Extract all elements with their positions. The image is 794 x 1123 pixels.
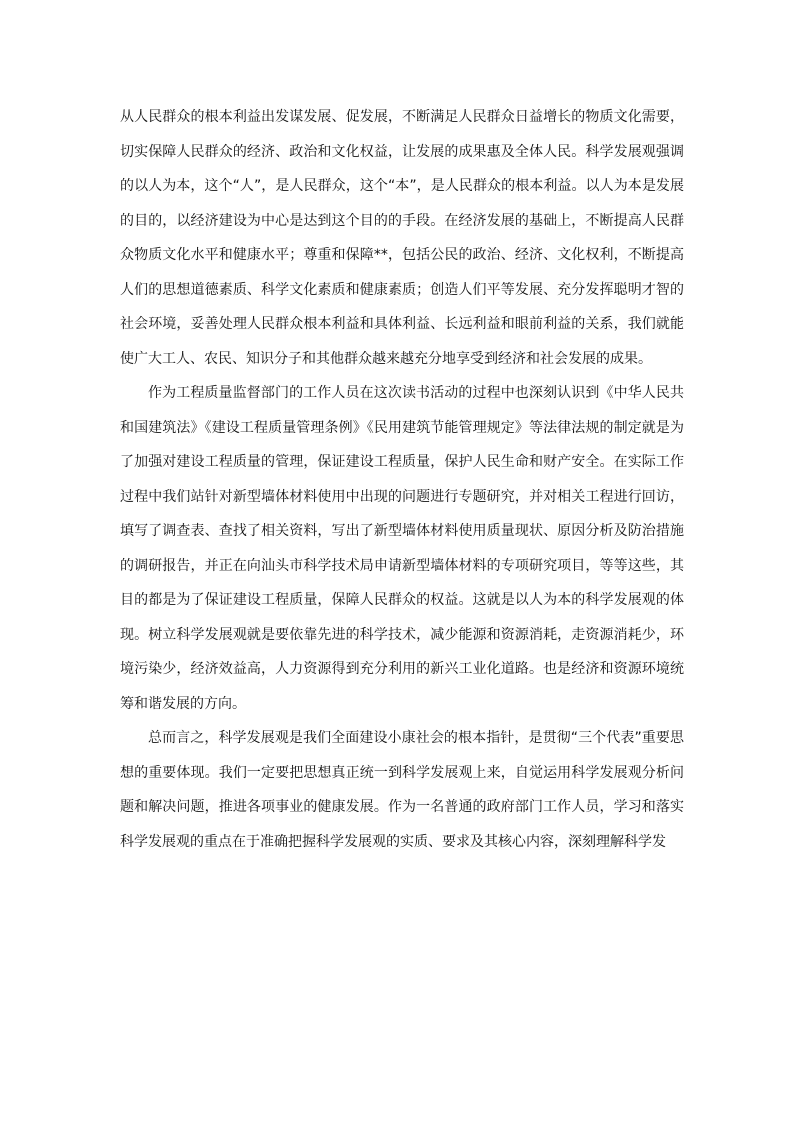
body-paragraph-1: 从人民群众的根本利益出发谋发展、促发展，不断满足人民群众日益增长的物质文化需要，切实保障人民群众的经济、政治和文化权益，让发展的成果惠及全体人民。科学发展观强调的以人为本，这个“人”，是人民群众，这个“本”，是人民群众的根本利益。以人为本是发展的目的，以经济建设为中心是达到这个目的的手段。在经济发展的基础上，不断提高人民群众物质文化水平和健康水平；尊重和保障**，包括公民的政治、经济、文化权利，不断提高人们的思想道德素质、科学文化素质和健康素质；创造人们平等发展、充分发挥聪明才智的社会环境，妥善处理人民群众根本利益和具体利益、长远利益和眼前利益的关系，我们就能使广大工人、农民、知识分子和其他群众越来越充分地享受到经济和社会发展的成果。 xyxy=(120,109,684,367)
body-paragraph-3: 总而言之，科学发展观是我们全面建设小康社会的根本指针，是贯彻“三个代表”重要思想的重要体现。我们一定要把思想真正统一到科学发展观上来，自觉运用科学发展观分析问题和解决问题，推进各项事业的健康发展。作为一名普通的政府部门工作人员，学习和落实科学发展观的重点在于准确把握科学发展观的实质、要求及其核心内容，深刻理解科学发 xyxy=(120,730,684,850)
body-paragraph-2: 作为工程质量监督部门的工作人员在这次读书活动的过程中也深刻认识到《中华人民共和国建筑法》《建设工程质量管理条例》《民用建筑节能管理规定》等法律法规的制定就是为了加强对建设工程质量的管理，保证建设工程质量，保护人民生命和财产安全。在实际工作过程中我们站针对新型墙体材料使用中出现的问题进行专题研究，并对相关工程进行回访，填写了调查表、查找了相关资料，写出了新型墙体材料使用质量现状、原因分析及防治措施的调研报告，并正在向汕头市科学技术局申请新型墙体材料的专项研究项目，等等这些，其目的都是为了保证建设工程质量，保障人民群众的权益。这就是以人为本的科学发展观的体现。树立科学发展观就是要依靠先进的科学技术，减少能源和资源消耗，走资源消耗少，环境污染少，经济效益高，人力资源得到充分利用的新兴工业化道路。也是经济和资源环境统筹和谐发展的方向。 xyxy=(120,385,684,712)
document-body xyxy=(120,100,684,859)
